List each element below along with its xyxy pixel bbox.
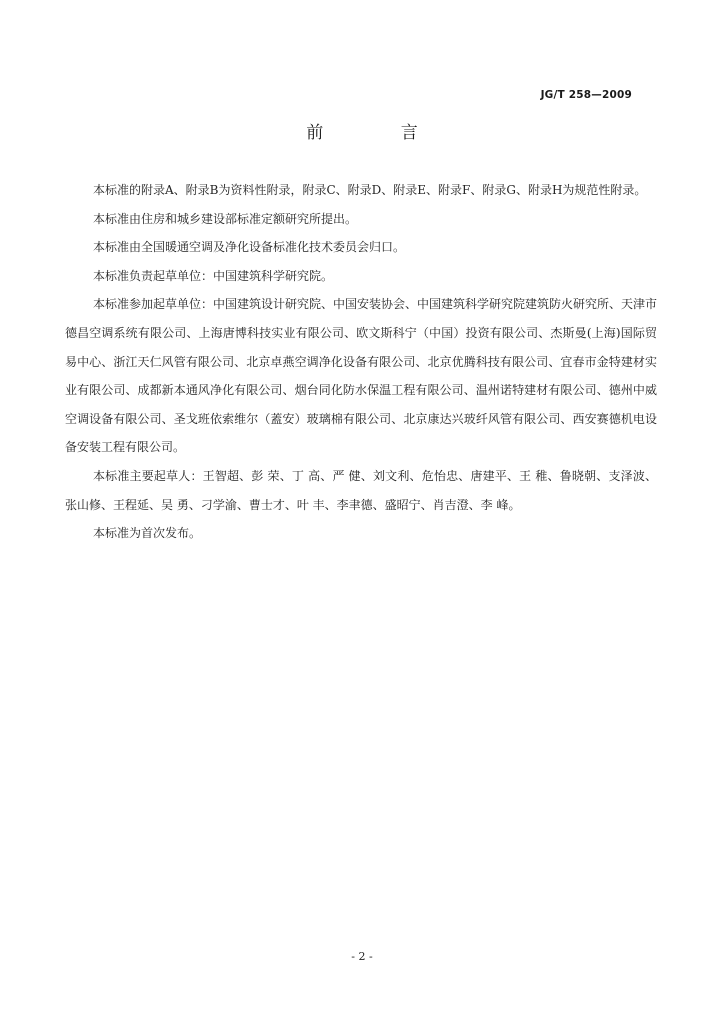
standard-code: JG/T 258—2009: [540, 89, 632, 101]
paragraph-participating-units: 本标准参加起草单位：中国建筑设计研究院、中国安装协会、中国建筑科学研究院建筑防火研究所、天津市德昌空调系统有限公司、上海唐博科技实业有限公司、欧文斯科宁（中国）投资有限公司、杰斯曼(上海)国际贸易中心、浙江天仁风管有限公司、北京卓燕空调净化设备有限公司、北京优腾科技有限公司、宜春市金特建材实业有限公司、成都新本通风净化有限公司、烟台同化防水保温工程有限公司、温州诺特建材有限公司、德州中威空调设备有限公司、圣戈班依索维尔（蓋安）玻璃棉有限公司、北京康达兴玻纤风管有限公司、西安赛德机电设备安装工程有限公司。: [65, 297, 658, 455]
paragraph-main-drafters: 本标准主要起草人：王智超、彭 荣、丁 高、严 健、刘文利、危怡忠、唐建平、王 稚、鲁晓朝、支泽波、张山修、王程延、吴 勇、刁学渝、曹士才、叶 丰、李聿德、盛昭宁、肖吉澄、李 峰。: [65, 468, 657, 512]
page-title: 前 言: [306, 123, 454, 143]
paragraph-lead-drafter: 本标准负责起草单位：中国建筑科学研究院。: [93, 268, 334, 283]
paragraph-proposer: 本标准由住房和城乡建设部标准定额研究所提出。: [93, 211, 358, 226]
paragraph-committee: 本标准由全国暖通空调及净化设备标准化技术委员会归口。: [93, 240, 406, 255]
foreword-body: [65, 176, 657, 548]
page-number: - 2 -: [351, 950, 373, 963]
paragraph-first-release: 本标准为首次发布。: [93, 526, 202, 541]
paragraph-appendix-note: 本标准的附录A、附录B为资料性附录，附录C、附录D、附录E、附录F、附录G、附录H为规范性附录。: [93, 183, 647, 197]
